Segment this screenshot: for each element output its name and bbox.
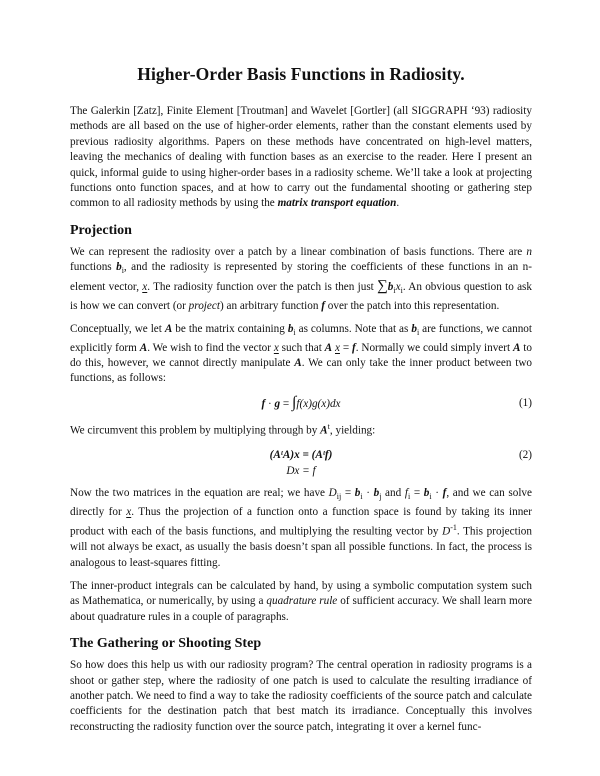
math-f: f <box>321 299 325 312</box>
math-A: A <box>320 424 328 437</box>
math-dot: · <box>362 486 374 499</box>
text: . The radiosity function over the patch is then just <box>147 280 378 293</box>
math-sub: i <box>293 328 296 338</box>
text: Now the two matrices in the equation are real; we have <box>70 486 329 499</box>
math-b: b <box>354 486 361 499</box>
page-title: Higher-Order Basis Functions in Radiosity. <box>137 64 465 84</box>
math-integrand: f(x)g(x)dx <box>296 397 341 410</box>
math-sub: i <box>360 492 363 502</box>
math-b: b <box>373 486 380 499</box>
math-sup: t <box>327 421 330 431</box>
gathering-paragraph-1: So how does this help us with our radiosity program? The central operation in radiosity programs is a shoot or gather step, where the radiosity of one patch is used to calculate the resulting irradiance of another patch. We need to find a way to take the radiosity coefficients of the source patch and calculate coefficients for the destination patch that best match its irradiance. Conceptually this involves reconstructing the radiosity function over the source patch, integrating it over a kernel func- <box>70 659 532 733</box>
text: Conceptually, we let <box>70 322 165 335</box>
text: to do this, however, we cannot directly manipulate <box>70 341 532 369</box>
math-eq: = <box>339 341 352 354</box>
intro-emphasis: matrix transport equation <box>277 197 397 210</box>
math-b: b <box>411 322 417 335</box>
math-integral: ∫ <box>292 393 297 411</box>
math-sum: ∑ <box>377 277 388 294</box>
equation-2-line-2: Dx = f <box>286 464 316 477</box>
math-sup: -1 <box>450 522 457 532</box>
text: , and we can solve directly for <box>70 486 532 518</box>
text: We circumvent this problem by multiplying through by <box>70 424 321 437</box>
text: The inner-product integrals can be calculated by hand, by using a symbolic computation system such as Mathematica, or numerically, by using a <box>70 579 532 608</box>
projection-paragraph-4 <box>70 486 532 571</box>
math-sub: ij <box>336 492 342 502</box>
section-heading-gathering: The Gathering or Shooting Step <box>70 636 262 652</box>
projection-paragraph-5 <box>70 579 532 625</box>
math-x-vector: x <box>126 505 132 518</box>
section-heading-projection: Projection <box>70 222 132 238</box>
math-b: b <box>387 280 394 293</box>
math-eq: = <box>341 486 355 499</box>
text: . Thus the projection of a function onto a function space is found by taking its inner product with each of the basis functions, and multiplying the resulting vector by <box>70 505 532 538</box>
quadrature-rule-term: quadrature rule <box>266 595 338 608</box>
math-b: b <box>116 261 122 274</box>
math-n: n <box>526 245 532 258</box>
text: such that <box>278 341 325 354</box>
math-x: x <box>395 280 401 293</box>
equation-2 <box>70 447 532 479</box>
math-f: f <box>351 341 356 354</box>
text: . This projection will not always be exact, as usually the basis doesn’t span all possible functions. In fact, the process is analogous to least-squares fitting. <box>70 525 532 569</box>
text: . We can only take the inner product between two functions, as follows: <box>70 356 532 385</box>
math-project: project <box>188 299 220 312</box>
math-g: g <box>274 397 281 410</box>
equation-1-body <box>70 395 532 412</box>
equation-2-line-1: (AᵗA)x = (Aᵗf) <box>269 448 333 461</box>
math-dot: · <box>265 397 275 410</box>
math-D: D <box>328 486 337 499</box>
math-D: D <box>442 525 451 538</box>
text: be the matrix containing <box>172 322 288 335</box>
text: ) an arbitrary function <box>219 299 322 312</box>
math-f: f <box>404 486 408 499</box>
math-sub: i <box>393 286 396 296</box>
math-A: A <box>294 356 302 369</box>
projection-paragraph-3 <box>70 419 532 439</box>
projection-paragraph-2 <box>70 322 532 387</box>
text: , yielding: <box>329 424 376 437</box>
projection-paragraph-1 <box>70 245 532 314</box>
text: of sufficient accuracy. We shall learn more about quadrature rules in a couple of paragraphs. <box>70 595 532 623</box>
text: , and the radiosity is represented by storing the coefficients of these functions in an n-element vector, <box>70 261 532 293</box>
math-x-vector: x <box>273 341 279 354</box>
math-x-vector: x <box>335 341 340 354</box>
math-sub: i <box>416 328 420 338</box>
math-sub: i <box>400 286 403 296</box>
equation-1 <box>70 395 532 412</box>
text: . An obvious question to ask is how we can convert (or <box>70 280 532 312</box>
intro-text-end: . <box>396 197 400 210</box>
math-sub: i <box>407 492 411 502</box>
math-f: f <box>442 486 447 499</box>
text: are functions, we cannot explicitly form <box>70 322 532 354</box>
math-sub: i <box>121 266 124 276</box>
intro-text: The Galerkin [Zatz], Finite Element [Troutman] and Wavelet [Gortler] (all SIGGRAPH ‘93) radiosity methods are all based on the use of higher-order elements, rather than the constant elements used by previous radiosity algorithms. Papers on these methods have concentrated on high-level matters, leaving the mechanics of dealing with function bases as an exercise to the reader. Here I present an quick, informal guide to using higher-order bases in a radiosity scheme. We’ll take a look at projecting functions onto function spaces, and at how to carry out the fundamental shooting or gathering step common to all radiosity methods by using the <box>70 105 532 210</box>
math-A: A <box>164 322 173 335</box>
text: and <box>381 486 405 499</box>
text: over the patch into this representation. <box>324 299 500 312</box>
equation-number: (1) <box>518 396 532 409</box>
text: . We wish to find the vector <box>147 341 274 354</box>
intro-paragraph <box>70 104 532 212</box>
text: functions <box>70 261 117 274</box>
math-f: f <box>261 397 266 410</box>
math-dot: · <box>431 486 443 499</box>
math-A: A <box>512 341 521 354</box>
math-sub: i <box>429 492 432 502</box>
text: as columns. Note that as <box>295 322 412 335</box>
equation-number: (2) <box>518 448 532 461</box>
text: We can represent the radiosity over a patch by a linear combination of basis functions. There are <box>70 245 527 258</box>
math-eq: = <box>280 397 293 410</box>
math-eq: = <box>410 486 424 499</box>
math-b: b <box>287 322 294 335</box>
math-A: A <box>324 341 333 354</box>
math-x-vector: x <box>142 280 148 293</box>
math-A: A <box>139 341 148 354</box>
document-page <box>70 64 532 743</box>
math-b: b <box>423 486 430 499</box>
text: . Normally we could simply invert <box>355 341 513 354</box>
math-sub: j <box>379 492 382 502</box>
